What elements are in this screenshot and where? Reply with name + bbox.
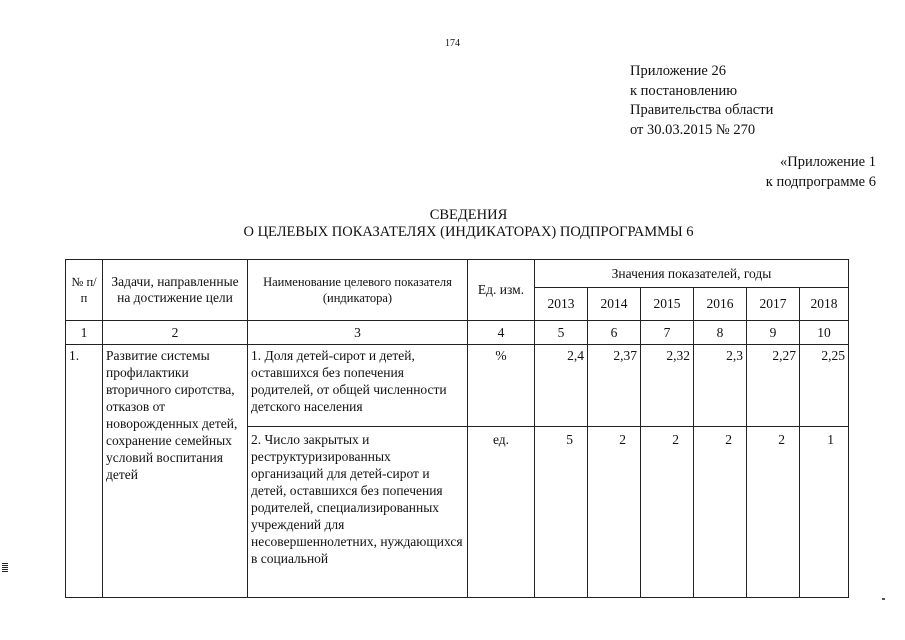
header-year: 2017 (747, 288, 800, 321)
indicators-table (65, 259, 849, 598)
sub-appendix-line: «Приложение 1 (780, 154, 876, 170)
indicator-value: 1 (800, 427, 849, 598)
sub-appendix-line: к подпрограмме 6 (765, 173, 876, 190)
column-number: 1 (66, 321, 103, 345)
column-number: 8 (694, 321, 747, 345)
indicator-value: 2,37 (588, 345, 641, 427)
indicator-value: 2,27 (747, 345, 800, 427)
row-number: 1. (66, 345, 103, 598)
indicator-value: 2,32 (641, 345, 694, 427)
column-number: 7 (641, 321, 694, 345)
header-year: 2013 (535, 288, 588, 321)
column-number: 10 (800, 321, 849, 345)
header-year: 2014 (588, 288, 641, 321)
task-text: Развитие системы профилактики вторичного сиротства, отказов от новорожденных детей, сохранение семейных условий воспитания детей (103, 345, 248, 598)
indicator-unit: ед. (468, 427, 535, 598)
column-number: 6 (588, 321, 641, 345)
header-num: № п/п (66, 260, 103, 321)
column-number: 5 (535, 321, 588, 345)
header-year: 2018 (800, 288, 849, 321)
indicator-value: 2 (694, 427, 747, 598)
column-number-row (66, 321, 849, 345)
header-values: Значения показателей, годы (535, 260, 849, 288)
sub-appendix-header (766, 153, 876, 192)
indicator-name: 2. Число закрытых и реструктуризированных организаций для детей-сирот и детей, оставшихся без попечения родителей, специализированных учреждений для несовершеннолетних, нуждающихся в социальной (248, 427, 468, 598)
indicator-value: 2,25 (800, 345, 849, 427)
appendix-line: к постановлению (630, 82, 738, 99)
indicator-name: 1. Доля детей-сирот и детей, оставшихся без попечения родителей, от общей численности детского населения (248, 345, 468, 427)
appendix-header (630, 62, 773, 140)
column-number: 4 (468, 321, 535, 345)
indicator-value: 2,3 (694, 345, 747, 427)
indicator-value: 2 (747, 427, 800, 598)
table-row (66, 345, 849, 427)
header-tasks: Задачи, направленные на достижение цели (103, 260, 248, 321)
appendix-line: Приложение 26 (630, 63, 726, 79)
indicator-value: 2 (588, 427, 641, 598)
header-year: 2015 (641, 288, 694, 321)
indicator-value: 5 (535, 427, 588, 598)
indicator-unit: % (468, 345, 535, 427)
document-subtitle: О ЦЕЛЕВЫХ ПОКАЗАТЕЛЯХ (ИНДИКАТОРАХ) ПОДПРОГРАММЫ 6 (243, 224, 694, 240)
column-number: 9 (747, 321, 800, 345)
document-title: СВЕДЕНИЯ (429, 207, 508, 223)
scan-artifact (882, 598, 885, 600)
header-indicator: Наименование целевого показателя (индикатора) (248, 260, 468, 321)
page-number: 174 (445, 38, 460, 49)
header-unit: Ед. изм. (468, 260, 535, 321)
indicator-value: 2 (641, 427, 694, 598)
column-number: 3 (248, 321, 468, 345)
page-bottom-margin (0, 600, 905, 640)
scan-artifact (2, 563, 8, 572)
header-year: 2016 (694, 288, 747, 321)
column-number: 2 (103, 321, 248, 345)
indicator-value: 2,4 (535, 345, 588, 427)
appendix-line: от 30.03.2015 № 270 (630, 121, 756, 138)
appendix-line: Правительства области (630, 102, 774, 118)
